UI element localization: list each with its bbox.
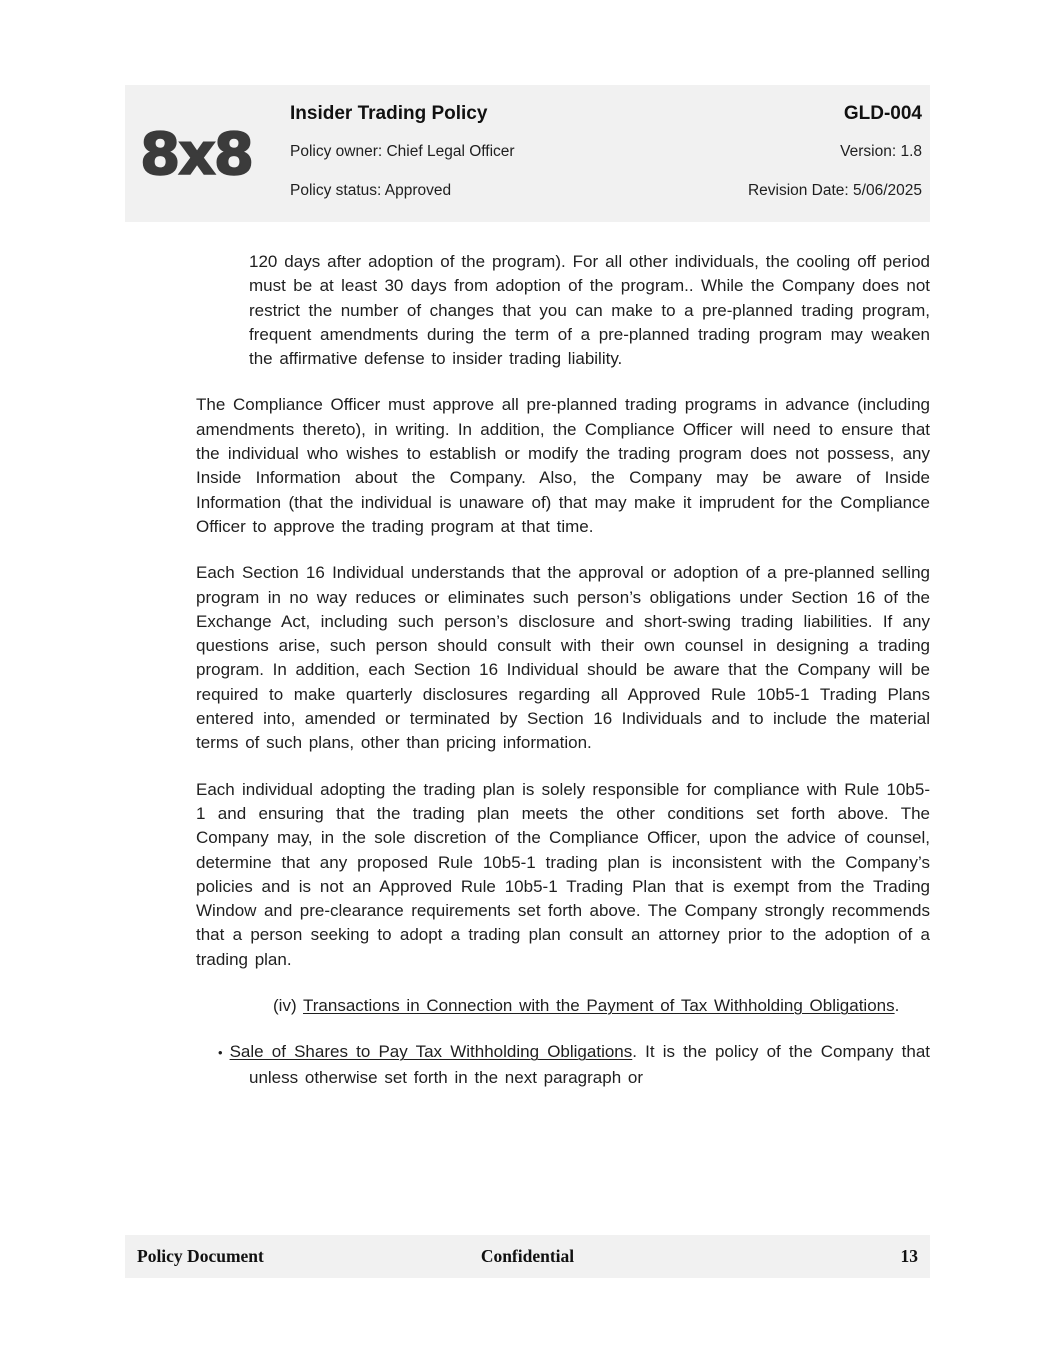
header-row-status	[290, 172, 922, 210]
heading-section-iv	[196, 994, 930, 1018]
document-body	[196, 250, 930, 1112]
section-iv-number: (iv)	[273, 996, 304, 1016]
footer-page-number: 13	[900, 1246, 918, 1266]
version-label: Version: 1.8	[840, 143, 922, 161]
paragraph-cooling-off-period: 120 days after adoption of the program). For all other individuals, the cooling off period must be at least 30 days from adoption of the program.. While the Company does not restrict the number of changes that you can make to a pre-planned trading program, frequent amendments during the term of a pre-planned trading program may weaken the affirmative defense to insider trading liability.	[249, 252, 930, 369]
paragraph-compliance-officer-approval: The Compliance Officer must approve all pre-planned trading programs in advance (including amendments thereto), in writing. In addition, the Compliance Officer will need to ensure that the individual who wishes to establish or modify the trading program does not possess, any Inside Information about the Company. Also, the Company may be aware of Inside Information (that the individual is unaware of) that may make it imprudent for the Compliance Officer to approve the trading program at that time.	[196, 395, 930, 536]
bullet-sale-title: Sale of Shares to Pay Tax Withholding Obligations	[229, 1042, 633, 1062]
logo-container	[125, 85, 290, 222]
document-id: GLD-004	[843, 103, 922, 125]
bullet-item-sale-of-shares	[196, 1040, 930, 1090]
company-logo-8x8: 8x8	[140, 119, 253, 188]
footer-doc-type: Policy Document	[137, 1246, 264, 1266]
header-row-title	[290, 95, 922, 133]
policy-owner: Policy owner: Chief Legal Officer	[290, 143, 515, 161]
footer-classification: Confidential	[480, 1246, 575, 1266]
section-iv-period: .	[894, 996, 900, 1016]
paragraph-section-16-individual: Each Section 16 Individual understands that the approval or adoption of a pre-planned selling program in no way reduces or eliminates such person’s obligations under Section 16 of the Exchange Act, including such person’s disclosure and short-swing trading liabilities. If any questions arise, such person should consult with their own counsel in designing a trading program. In addition, each Section 16 Individual should be aware that the Company will be required to make quarterly disclosures regarding all Approved Rule 10b5-1 Trading Plans entered into, amended or terminated by Section 16 Individuals and to include the material terms of such plans, other than pricing information.	[196, 563, 930, 753]
document-title: Insider Trading Policy	[290, 103, 488, 125]
bullet-icon: •	[218, 1045, 223, 1061]
document-header	[125, 85, 930, 222]
header-meta	[290, 85, 930, 222]
paragraph-individual-responsibility: Each individual adopting the trading plan is solely responsible for compliance with Rule 10b5-1 and ensuring that the trading plan meets the other conditions set forth above. The Company may, in the sole discretion of the Compliance Officer, upon the advice of counsel, determine that any proposed Rule 10b5-1 trading plan is inconsistent with the Company’s policies and is not an Approved Rule 10b5-1 Trading Plan that is exempt from the Trading Window and pre-clearance requirements set forth above. The Company strongly recommends that a person seeking to adopt a trading plan consult an attorney prior to the adoption of a trading plan.	[196, 779, 930, 969]
section-iv-title: Transactions in Connection with the Payment of Tax Withholding Obligations	[303, 996, 895, 1016]
policy-status: Policy status: Approved	[290, 181, 452, 199]
document-footer	[125, 1235, 930, 1278]
bullet-sale-text: . It is the policy of the Company that unless otherwise set forth in the next paragraph or	[249, 1042, 930, 1087]
header-row-owner	[290, 133, 922, 171]
revision-date: Revision Date: 5/06/2025	[747, 181, 922, 199]
